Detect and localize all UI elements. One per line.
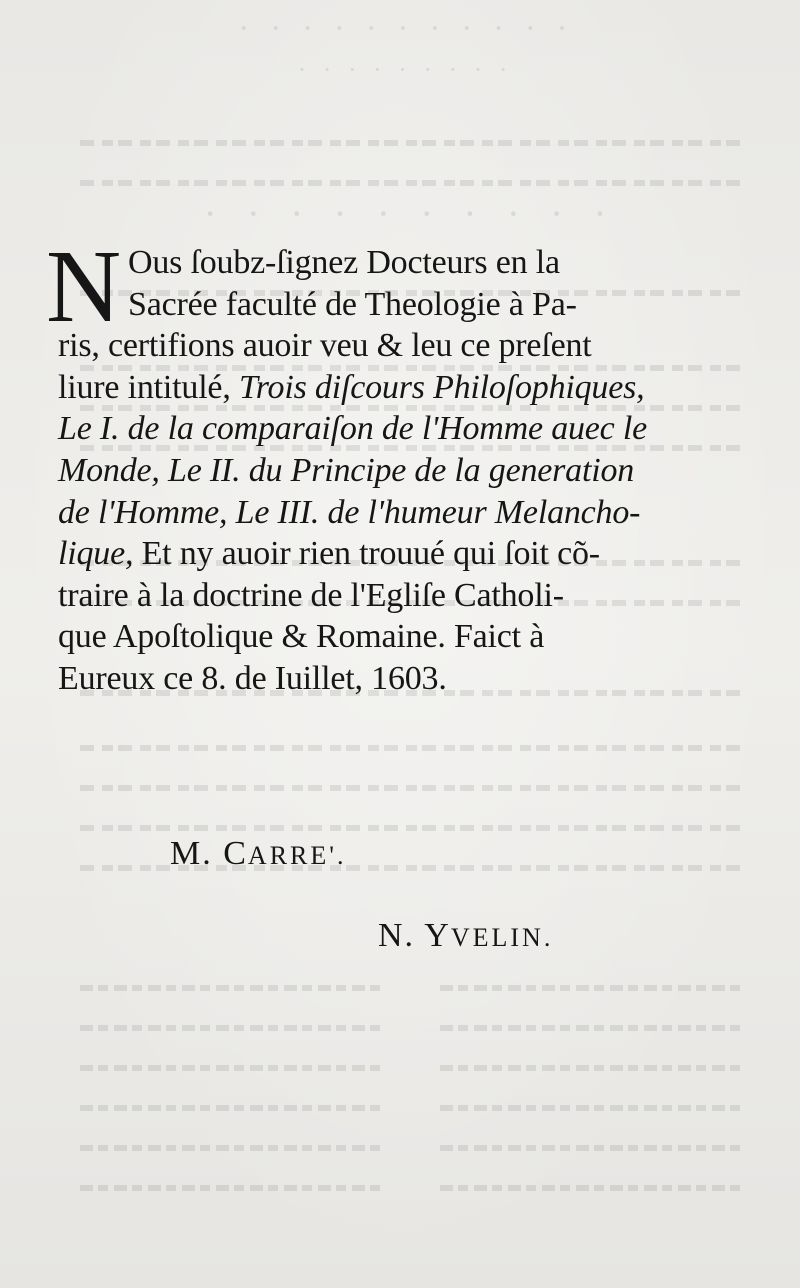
bleed-line [80,785,740,791]
signature-yvelin-initial: N. Y [378,917,451,954]
italic-text: lique, [58,535,134,573]
roman-text: traire à la doctrine de l'Egliſe Catholi- [58,576,564,614]
bleed-line [440,1185,740,1191]
text-line [58,409,647,449]
text-line [58,326,592,366]
text-line [58,493,640,533]
signature-carre-rest: ARRE'. [247,841,347,870]
bleed-heading-decoration: · · · · · · · · · · · [232,10,568,47]
roman-text: liure intitulé, [58,368,239,406]
bleed-line [80,180,740,186]
bleed-line [440,1105,740,1111]
text-line [128,285,577,325]
text-line [58,368,644,408]
bleed-line [80,1065,380,1071]
bleed-line [440,985,740,991]
signature-yvelin-rest: VELIN. [450,923,554,952]
text-line [58,659,447,699]
roman-text: Eureux ce 8. de Iuillet, 1603. [58,660,447,697]
italic-text: Le I. de la comparaiſon de l'Homme auec le [58,410,648,448]
signature-yvelin [378,917,553,955]
bleed-line [440,1025,740,1031]
bleed-subheading-decoration: · · · · · · · · · [292,55,508,84]
bleed-line [440,1065,740,1071]
bleed-line [80,140,740,146]
roman-text: que Apoſtolique & Romaine. Faict à [58,618,545,656]
bleed-line [80,825,740,831]
italic-text: de l'Homme, Le III. de l'humeur Melancho- [58,493,641,531]
text-line [58,451,634,491]
bleed-line [80,985,380,991]
bleed-line [80,745,740,751]
signature-carre-initial: M. C [170,835,248,872]
bleed-line [440,1145,740,1151]
text-line [58,534,600,574]
bleed-line [80,1145,380,1151]
signature-carre [170,835,346,873]
italic-text: Monde, Le II. du Principe de la generation [58,452,635,489]
text-line [58,617,544,657]
roman-text: Et ny auoir rien trouué qui ſoit cõ- [133,535,600,573]
roman-text: Sacrée faculté de Theologie à Pa- [128,285,577,323]
italic-text: Trois diſcours Philoſophiques, [238,368,645,406]
text-line [58,576,564,616]
drop-cap: N [46,229,122,344]
roman-text: Ous ſoubz-ſignez Docteurs en la [128,244,560,281]
bleed-title-decoration: · · · · · · · · · · [193,191,607,236]
bleed-line [80,1185,380,1191]
bleed-line [80,1105,380,1111]
text-line [128,243,560,283]
roman-text: ris, certifions auoir veu & leu ce preſent [58,327,592,365]
bleed-line [80,1025,380,1031]
